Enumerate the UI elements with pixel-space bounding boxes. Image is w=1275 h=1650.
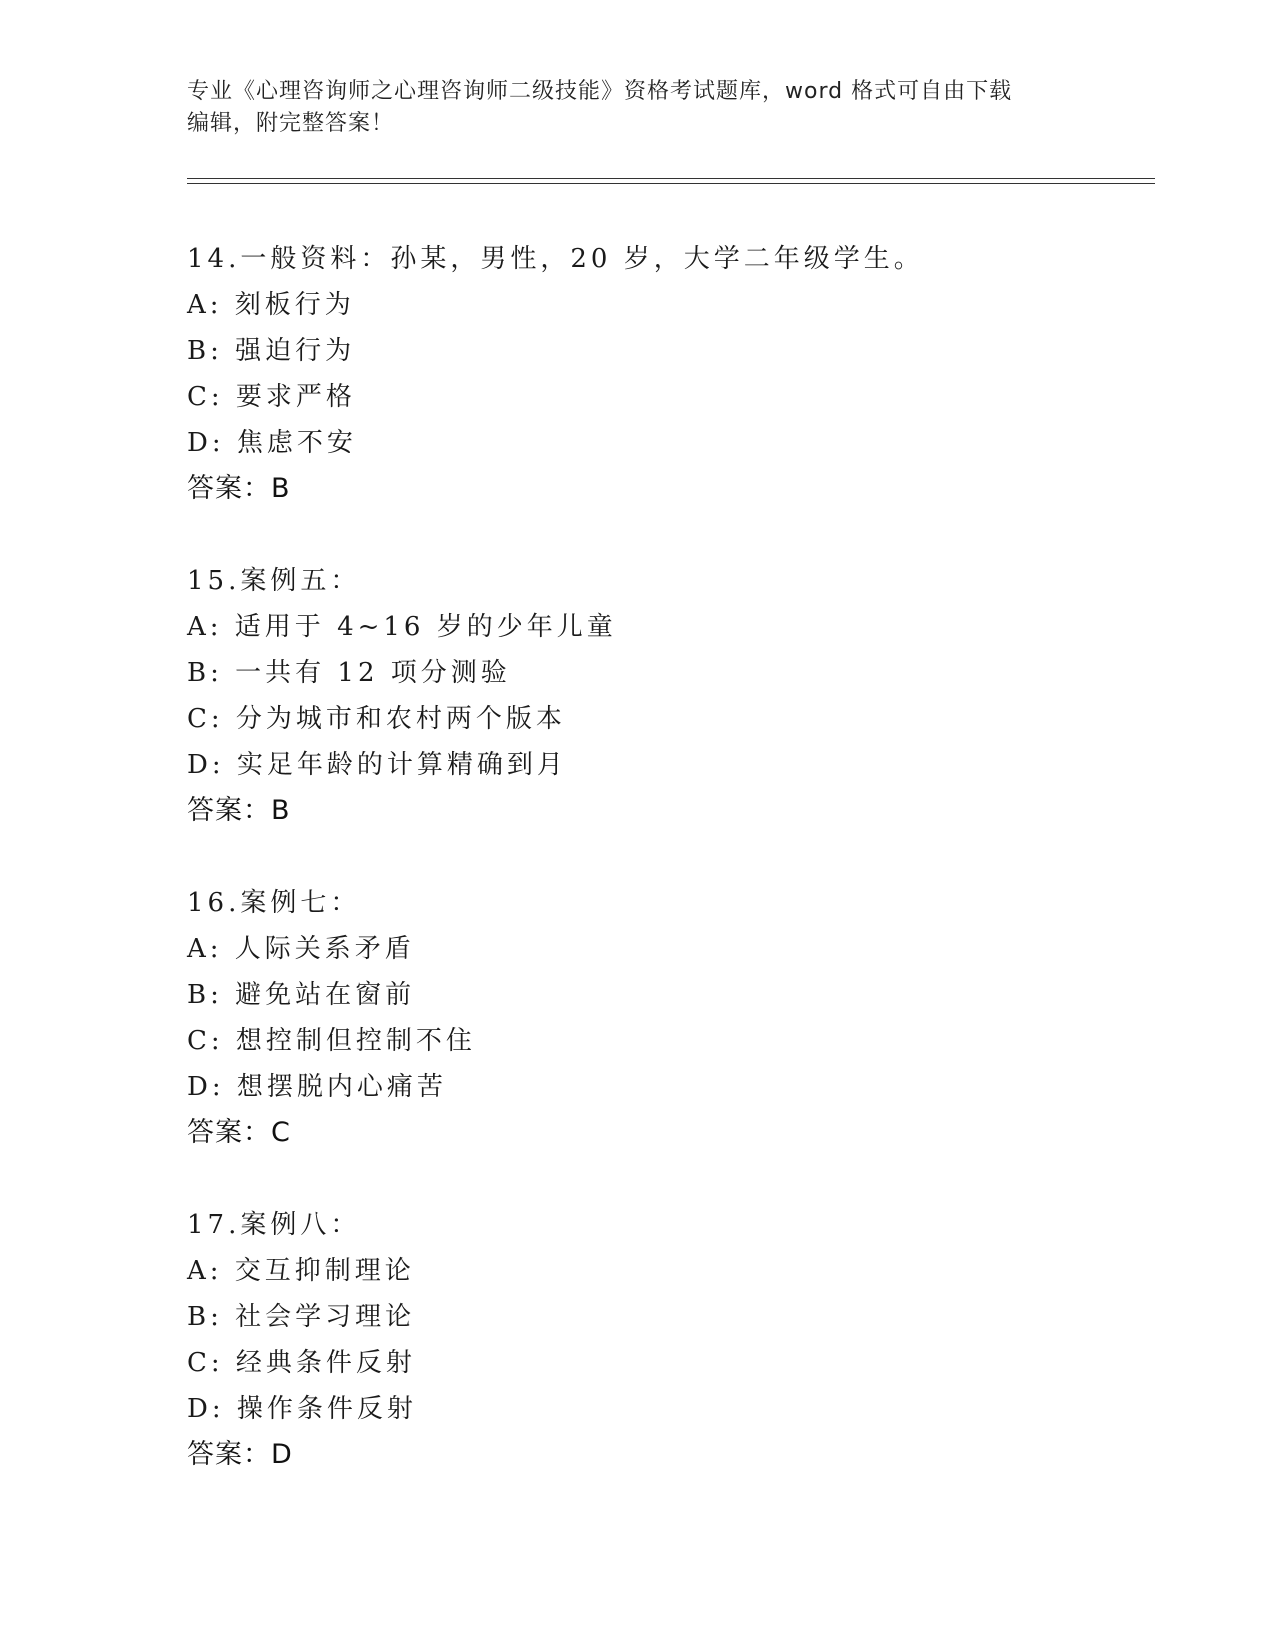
answer-line: 答案：D [187, 1439, 293, 1470]
option-a: A: 适用于 4~16 岁的少年儿童 [187, 612, 617, 642]
option-d: D: 实足年龄的计算精确到月 [187, 750, 567, 780]
header-line-1: 专业《心理咨询师之心理咨询师二级技能》资格考试题库，word 格式可自由下载 [187, 79, 1013, 104]
option-b: B: 避免站在窗前 [187, 980, 416, 1010]
option-a: A: 交互抑制理论 [187, 1256, 415, 1286]
question-stem: 15.案例五： [187, 566, 361, 596]
option-d: D: 操作条件反射 [187, 1394, 417, 1424]
answer-line: 答案：B [187, 473, 291, 504]
answer-line: 答案：B [187, 795, 291, 826]
question-stem: 14.一般资料：孙某，男性，20 岁，大学二年级学生。 [187, 244, 924, 274]
option-c: C: 要求严格 [187, 382, 356, 412]
option-d: D: 焦虑不安 [187, 428, 357, 458]
question-17 [187, 1202, 1155, 1478]
question-14 [187, 236, 1155, 512]
option-c: C: 想控制但控制不住 [187, 1026, 476, 1056]
question-15 [187, 558, 1155, 834]
option-b: B: 强迫行为 [187, 336, 356, 366]
header-line-2: 编辑，附完整答案！ [187, 111, 395, 136]
answer-line: 答案：C [187, 1117, 291, 1148]
option-b: B: 社会学习理论 [187, 1302, 416, 1332]
question-16 [187, 880, 1155, 1156]
option-d: D: 想摆脱内心痛苦 [187, 1072, 447, 1102]
header-divider-bottom [187, 183, 1155, 184]
option-b: B: 一共有 12 项分测验 [187, 658, 511, 688]
question-stem: 16.案例七： [187, 888, 361, 918]
option-a: A: 刻板行为 [187, 290, 355, 320]
option-c: C: 经典条件反射 [187, 1348, 416, 1378]
question-stem: 17.案例八： [187, 1210, 361, 1240]
header-divider-top [187, 178, 1155, 179]
option-a: A: 人际关系矛盾 [187, 934, 415, 964]
question-list [187, 236, 1155, 1524]
document-header [187, 76, 1087, 140]
option-c: C: 分为城市和农村两个版本 [187, 704, 566, 734]
